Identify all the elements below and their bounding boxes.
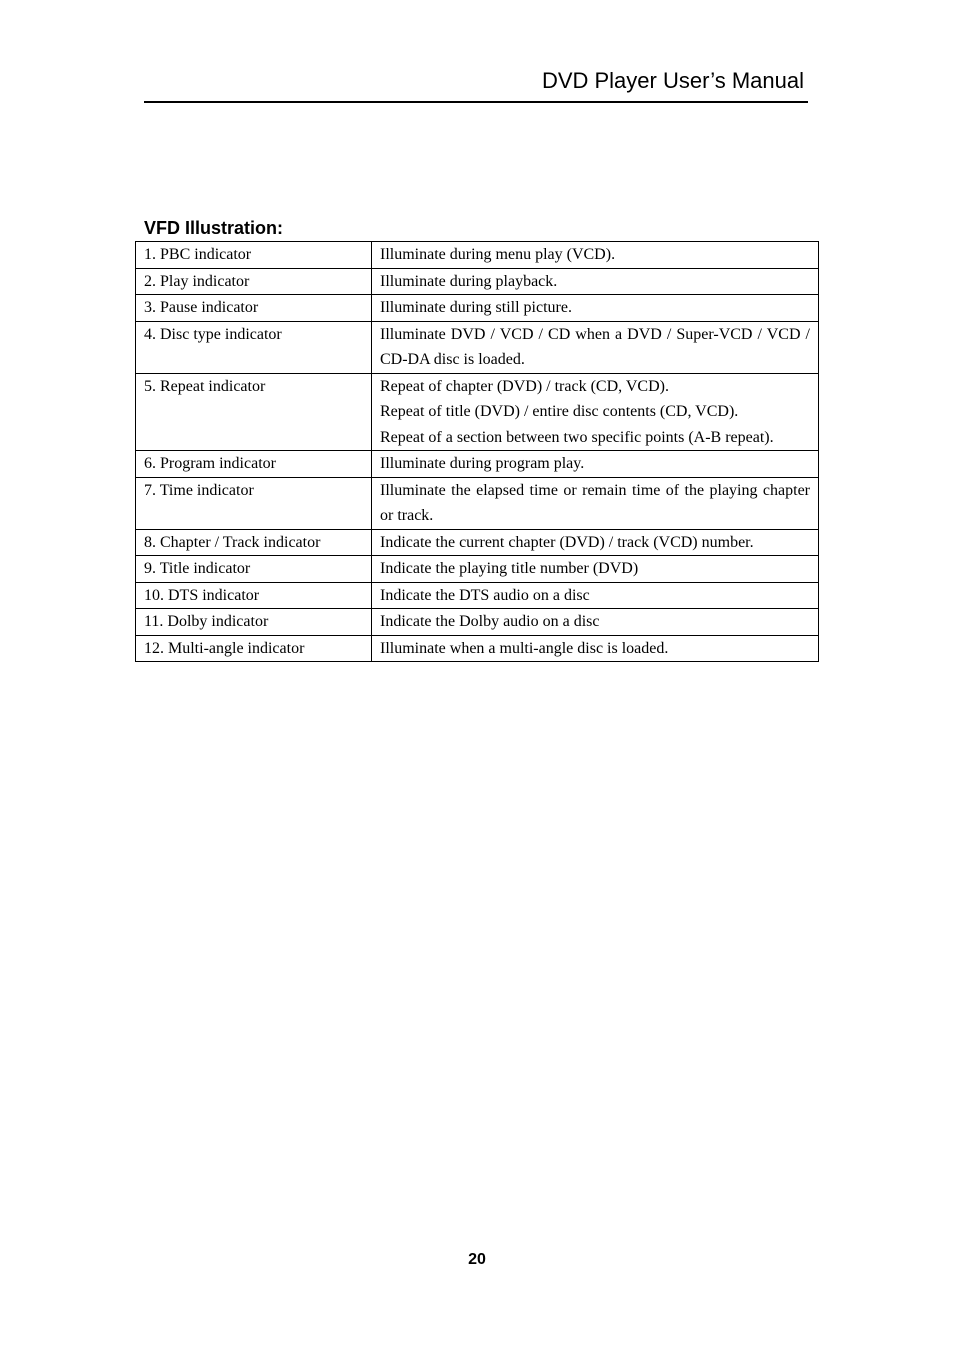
description-line: Repeat of chapter (DVD) / track (CD, VCD). — [380, 377, 669, 395]
description-line: Illuminate during menu play (VCD). — [380, 246, 616, 263]
table-row — [136, 477, 819, 529]
indicator-name: 6. Program indicator — [136, 451, 372, 478]
indicator-name: 10. DTS indicator — [136, 582, 372, 609]
table-row — [136, 321, 819, 373]
description-line: Illuminate during playback. — [380, 272, 558, 290]
table-row — [136, 373, 819, 451]
description-line: Illuminate during still picture. — [380, 299, 572, 316]
description-line: Indicate the Dolby audio on a disc — [380, 613, 600, 630]
table-row — [136, 529, 819, 556]
indicator-name: 5. Repeat indicator — [136, 373, 372, 451]
indicator-name: 4. Disc type indicator — [136, 321, 372, 373]
indicator-description — [372, 609, 819, 636]
indicator-description — [372, 295, 819, 322]
description-line: Illuminate the elapsed time or remain time of the playing chapter or track. — [380, 481, 810, 524]
vfd-indicator-table — [135, 241, 819, 662]
document-title: DVD Player User’s Manual — [541, 68, 804, 93]
indicator-name: 3. Pause indicator — [136, 295, 372, 322]
indicator-description — [372, 373, 819, 451]
indicator-name: 8. Chapter / Track indicator — [136, 529, 372, 556]
table-row — [136, 242, 819, 269]
indicator-name: 2. Play indicator — [136, 268, 372, 295]
indicator-description — [372, 242, 819, 269]
section-heading: VFD Illustration: — [144, 218, 283, 238]
table-row — [136, 582, 819, 609]
indicator-description — [372, 451, 819, 478]
description-line: Repeat of title (DVD) / entire disc contents (CD, VCD). — [380, 403, 739, 420]
description-line: Indicate the current chapter (DVD) / track (VCD) number. — [380, 533, 754, 551]
indicator-description — [372, 582, 819, 609]
description-line: Illuminate DVD / VCD / CD when a DVD / Super-VCD / VCD / CD-DA disc is loaded. — [380, 325, 810, 368]
header-divider — [144, 101, 808, 103]
indicator-description — [372, 321, 819, 373]
indicator-name: 7. Time indicator — [136, 477, 372, 529]
description-line: Indicate the playing title number (DVD) — [380, 560, 639, 577]
table-row — [136, 268, 819, 295]
description-line: Illuminate when a multi-angle disc is loaded. — [380, 639, 669, 657]
description-line: Indicate the DTS audio on a disc — [380, 586, 590, 604]
indicator-description — [372, 529, 819, 556]
vfd-table-body — [136, 242, 819, 662]
table-row — [136, 609, 819, 636]
indicator-description — [372, 556, 819, 583]
indicator-name: 11. Dolby indicator — [136, 609, 372, 636]
indicator-name: 12. Multi-angle indicator — [136, 635, 372, 662]
table-row — [136, 451, 819, 478]
indicator-description — [372, 268, 819, 295]
indicator-name: 1. PBC indicator — [136, 242, 372, 269]
page-number: 20 — [468, 1251, 486, 1268]
table-row — [136, 556, 819, 583]
indicator-description — [372, 635, 819, 662]
indicator-name: 9. Title indicator — [136, 556, 372, 583]
table-row — [136, 635, 819, 662]
table-row — [136, 295, 819, 322]
description-line: Illuminate during program play. — [380, 455, 585, 472]
description-line: Repeat of a section between two specific points (A-B repeat). — [380, 428, 774, 446]
indicator-description — [372, 477, 819, 529]
